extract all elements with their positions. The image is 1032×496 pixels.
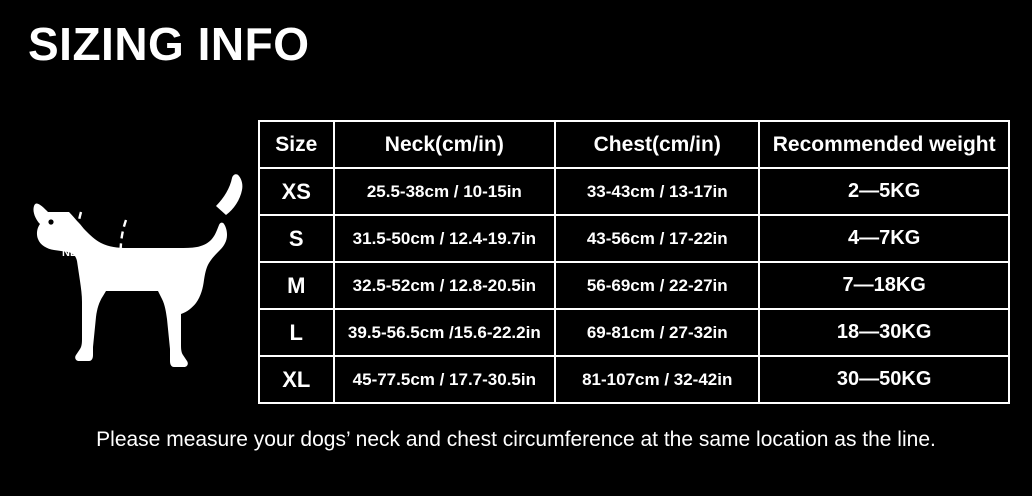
cell-chest: 56-69cm / 22-27in — [555, 262, 759, 309]
column-header-chest: Chest(cm/in) — [555, 121, 759, 168]
dog-outline-icon — [33, 174, 242, 367]
dog-eye-icon — [48, 219, 53, 224]
cell-weight: 2—5KG — [759, 168, 1009, 215]
page-title: SIZING INFO — [28, 18, 310, 70]
table-row — [259, 215, 1009, 262]
cell-size: S — [259, 215, 334, 262]
cell-chest: 43-56cm / 17-22in — [555, 215, 759, 262]
cell-neck: 39.5-56.5cm /15.6-22.2in — [334, 309, 556, 356]
cell-size: M — [259, 262, 334, 309]
size-table-container — [258, 120, 1010, 404]
table-row — [259, 356, 1009, 403]
size-table — [258, 120, 1010, 404]
table-header-row — [259, 121, 1009, 168]
chest-label: CHEST — [135, 247, 173, 259]
table-row — [259, 262, 1009, 309]
cell-chest: 33-43cm / 13-17in — [555, 168, 759, 215]
neck-label: NECK — [62, 247, 94, 259]
cell-neck: 45-77.5cm / 17.7-30.5in — [334, 356, 556, 403]
measurement-footnote: Please measure your dogs’ neck and chest circumference at the same location as the line. — [96, 428, 936, 451]
dog-illustration — [18, 168, 258, 368]
cell-weight: 4—7KG — [759, 215, 1009, 262]
cell-chest: 81-107cm / 32-42in — [555, 356, 759, 403]
table-row — [259, 309, 1009, 356]
cell-weight: 18—30KG — [759, 309, 1009, 356]
column-header-weight: Recommended weight — [759, 121, 1009, 168]
cell-neck: 32.5-52cm / 12.8-20.5in — [334, 262, 556, 309]
cell-neck: 31.5-50cm / 12.4-19.7in — [334, 215, 556, 262]
cell-size: XS — [259, 168, 334, 215]
column-header-neck: Neck(cm/in) — [334, 121, 556, 168]
cell-weight: 30—50KG — [759, 356, 1009, 403]
column-header-size: Size — [259, 121, 334, 168]
cell-chest: 69-81cm / 27-32in — [555, 309, 759, 356]
cell-weight: 7—18KG — [759, 262, 1009, 309]
cell-neck: 25.5-38cm / 10-15in — [334, 168, 556, 215]
table-row — [259, 168, 1009, 215]
cell-size: L — [259, 309, 334, 356]
cell-size: XL — [259, 356, 334, 403]
